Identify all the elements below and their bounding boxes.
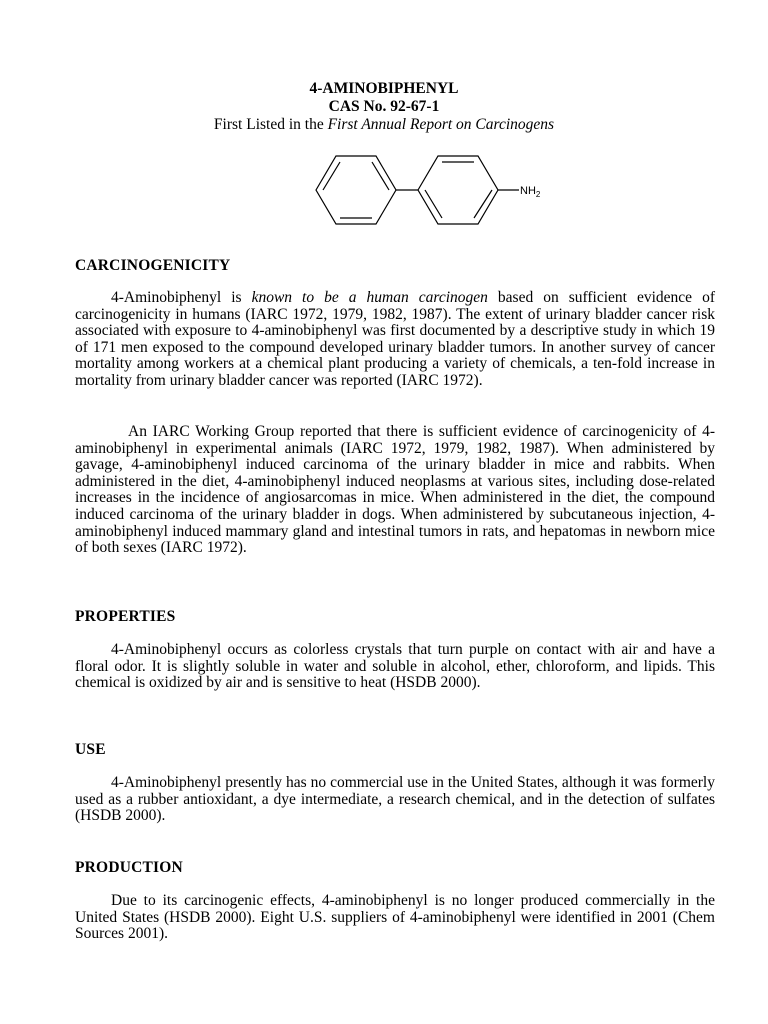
properties-paragraph: 4-Aminobiphenyl occurs as colorless crystals that turn purple on contact with air and have a floral odor. It is slightly soluble in water and soluble in alcohol, ether, chloroform, and lipids. This chemical is oxidized by air and is sensitive to heat (HSDB 2000). <box>75 641 715 692</box>
production-paragraph: Due to its carcinogenic effects, 4-aminobiphenyl is no longer produced commercially in the United States (HSDB 2000). Eight U.S. suppliers of 4-aminobiphenyl were identified in 2001 (Chem Sources 2001). <box>75 892 715 943</box>
compound-title: 4-AMINOBIPHENYL <box>309 80 459 97</box>
left-benzene-ring <box>316 156 396 224</box>
heading-use: USE <box>75 741 106 758</box>
right-benzene-ring <box>418 156 498 224</box>
first-listed-prefix: First Listed in the <box>213 116 328 133</box>
document-header <box>0 80 768 134</box>
heading-properties: PROPERTIES <box>75 608 176 625</box>
classification-italic: known to be a human carcinogen <box>251 289 488 306</box>
first-listed-line <box>0 116 768 134</box>
amino-group-label: $NH_2$ <box>520 185 541 199</box>
report-title: First Annual Report on Carcinogens <box>327 116 555 133</box>
chemical-structure-diagram <box>306 146 556 236</box>
heading-carcinogenicity: CARCINOGENICITY <box>75 257 231 274</box>
carcinogenicity-paragraph-1: 4-Aminobiphenyl is known to be a human carcinogen based on sufficient evidence of carcinogenicity in humans (IARC 1972, 1979, 1982, 1987). The extent of urinary bladder cancer risk associated with exposure to 4-aminobiphenyl was first documented by a descriptive study in which 19 of 171 men exposed to the compound developed urinary bladder tumors. In another survey of cancer mortality among workers at a chemical plant producing a variety of chemicals, a ten-fold increase in mortality from urinary bladder cancer was reported (IARC 1972). <box>75 289 715 389</box>
use-paragraph: 4-Aminobiphenyl presently has no commercial use in the United States, although it was formerly used as a rubber antioxidant, a dye intermediate, a research chemical, and in the detection of sulfates (HSDB 2000). <box>75 774 715 825</box>
carcinogenicity-paragraph-2: An IARC Working Group reported that there is sufficient evidence of carcinogenicity of 4-aminobiphenyl in experimental animals (IARC 1972, 1979, 1982, 1987). When administered by gavage, 4-aminobiphenyl induced carcinoma of the urinary bladder in mice and rabbits. When administered in the diet, 4-aminobiphenyl induced neoplasms at various sites, including dose-related increases in the incidence of angiosarcomas in mice. When administered in the diet, the compound induced carcinoma of the urinary bladder in dogs. When administered by subcutaneous injection, 4-aminobiphenyl induced mammary gland and intestinal tumors in rats, and hepatomas in newborn mice of both sexes (IARC 1972). <box>75 423 715 557</box>
heading-production: PRODUCTION <box>75 859 183 876</box>
cas-number: CAS No. 92-67-1 <box>328 98 440 115</box>
